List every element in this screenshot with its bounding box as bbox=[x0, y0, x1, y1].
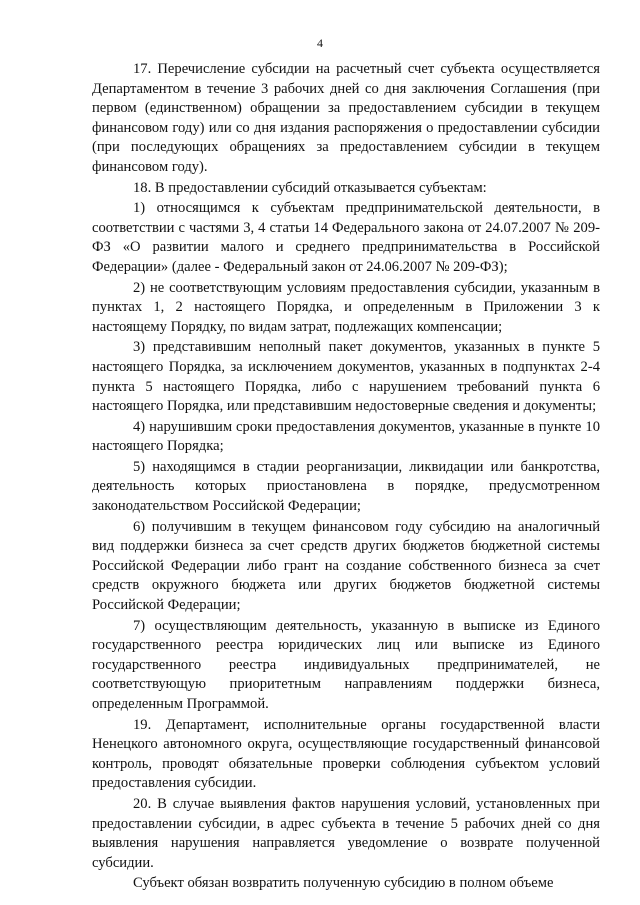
paragraph-17: 17. Перечисление субсидии на расчетный счет субъекта осуществляется Департаментом в течение 3 рабочих дней со дня заключения Соглашения (при первом (единственном) обращении за предоставлением субсидии в текущем финансовом году) или со дня издания распоряжения о предоставлении субсидии (при последующих обращениях за предоставлением субсидии в текущем финансовом году). bbox=[92, 61, 600, 175]
list-item-18-2: 2) не соответствующим условиям предоставления субсидии, указанным в пунктах 1, 2 настоящего Порядка, и определенным в Приложении 3 к настоящему Порядку, по видам затрат, подлежащих компенсации; bbox=[92, 279, 600, 335]
paragraph-18: 18. В предоставлении субсидий отказывается субъектам: bbox=[133, 179, 487, 196]
list-item-18-3: 3) представившим неполный пакет документов, указанных в пункте 5 настоящего Порядка, за исключением документов, указанных в подпунктах 2-4 пункта 5 настоящего Порядка, либо с нарушением требований пункта 6 настоящего Порядка, или представившим недостоверные сведения и документы; bbox=[92, 339, 600, 415]
list-item-18-1: 1) относящимся к субъектам предпринимательской деятельности, в соответствии с частями 3, 4 статьи 14 Федерального закона от 24.07.2007 № 209-ФЗ «О развитии малого и среднего предпринимательства в Российской Федерации» (далее - Федеральный закон от 24.06.2007 № 209-ФЗ); bbox=[92, 200, 600, 275]
page-number: 4 bbox=[317, 36, 323, 50]
paragraph-19: 19. Департамент, исполнительные органы государственной власти Ненецкого автономного округа, осуществляющие государственный финансовой контроль, проводят обязательные проверки соблюдения субъектом условий предоставления субсидии. bbox=[92, 716, 600, 792]
list-item-18-6: 6) получившим в текущем финансовом году субсидию на аналогичный вид поддержки бизнеса за счет средств других бюджетов бюджетной системы Российской Федерации либо грант на создание собственного бизнеса за счет средств окружного бюджета или других бюджетов бюджетной системы Российской Федерации; bbox=[92, 518, 600, 614]
list-item-18-7: 7) осуществляющим деятельность, указанную в выписке из Единого государственного реестра юридических лиц или выписке из Единого государственного реестра индивидуальных предпринимателей, не соответствующую приоритетным направлениям поддержки бизнеса, определенным Программой. bbox=[92, 617, 600, 712]
document-body bbox=[92, 60, 600, 894]
list-item-18-4: 4) нарушившим сроки предоставления документов, указанные в пункте 10 настоящего Порядка; bbox=[92, 418, 600, 455]
paragraph-20-continued: Субъект обязан возвратить полученную субсидию в полном объеме bbox=[133, 875, 554, 892]
list-item-18-5: 5) находящимся в стадии реорганизации, ликвидации или банкротства, деятельность которых приостановлена в порядке, предусмотренном законодательством Российской Федерации; bbox=[92, 458, 600, 515]
paragraph-20: 20. В случае выявления фактов нарушения условий, установленных при предоставлении субсидии, в адрес субъекта в течение 5 рабочих дней со дня выявления нарушения направляется уведомление о возврате полученной субсидии. bbox=[92, 795, 600, 871]
